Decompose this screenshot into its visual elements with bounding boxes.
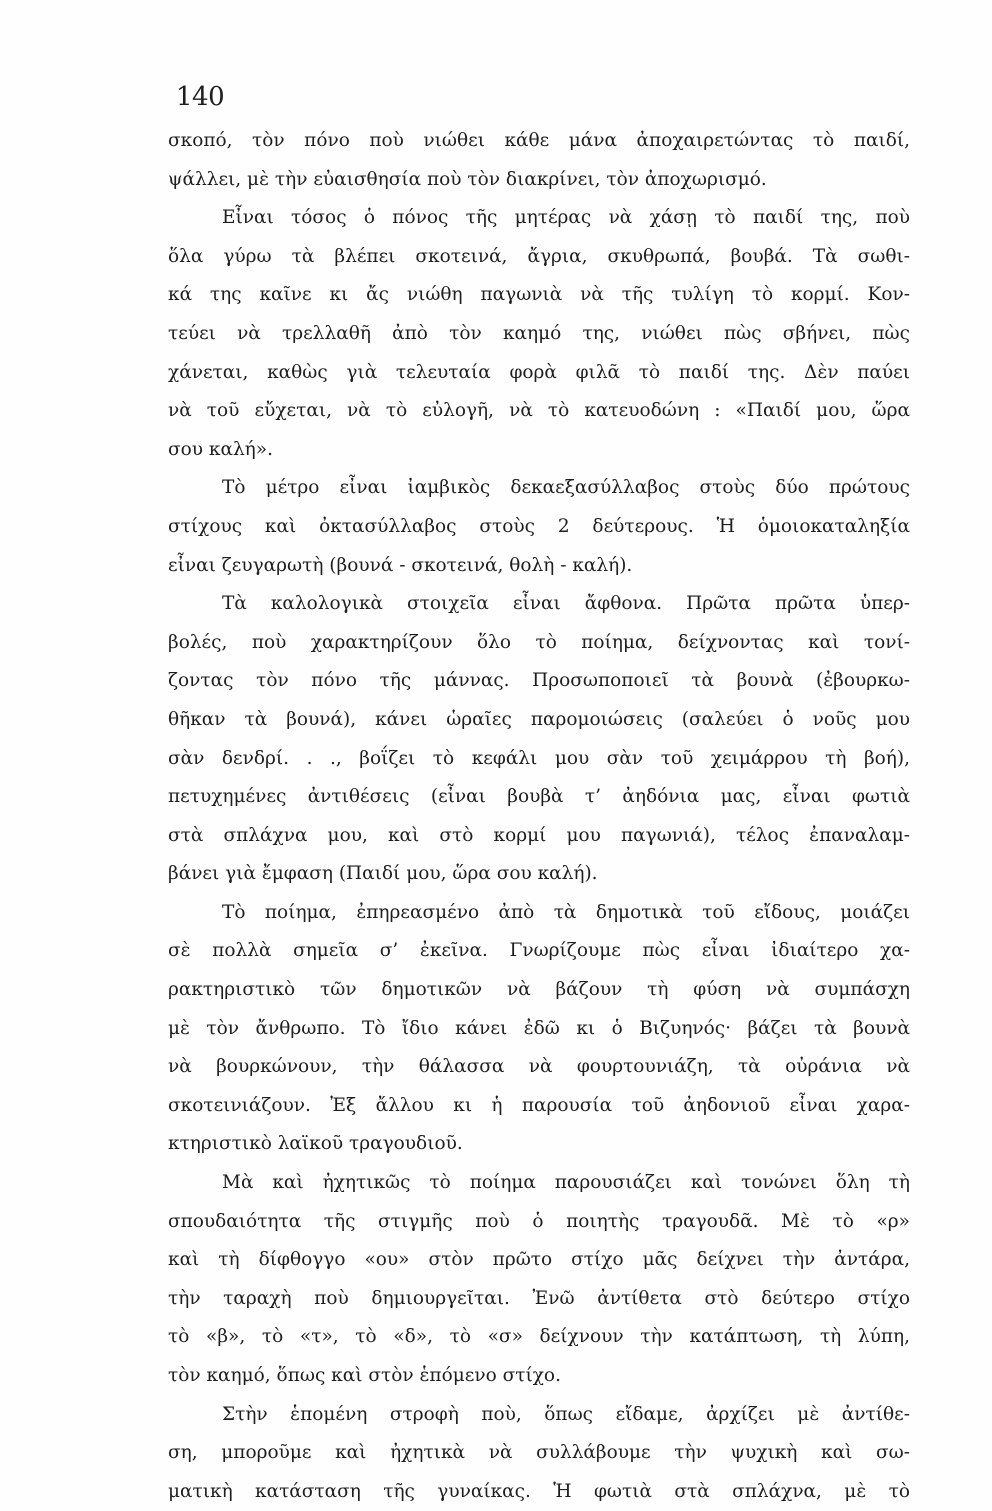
text-line: καὶ τὴ δίφθογγο «ου» στὸν πρῶτο στίχο μᾶς δείχνει τὴν ἀντάρα, [168,1249,910,1271]
text-line: Εἶναι τόσος ὁ πόνος τῆς μητέρας νὰ χάσῃ τὸ παιδί της, ποὺ [222,207,910,229]
text-line: εἶναι ζευγαρωτὴ (βουνά - σκοτεινά, θολὴ - καλή). [168,554,633,576]
text-line: ὅλα γύρω τὰ βλέπει σκοτεινά, ἄγρια, σκυθρωπά, βουβά. Τὰ σωθι- [168,245,910,267]
text-line: στὰ σπλάχνα μου, καὶ στὸ κορμί μου παγωνιά), τέλος ἐπαναλαμ- [168,824,910,846]
text-line: Μὰ καὶ ἠχητικῶς τὸ ποίημα παρουσιάζει καὶ τονώνει ὅλη τὴ [222,1172,910,1194]
text-line: ση, μποροῦμε καὶ ἠχητικὰ νὰ συλλάβουμε τὴν ψυχικὴ καὶ σω- [168,1442,910,1464]
text-line: σκοτεινιάζουν. Ἐξ ἄλλου κι ἡ παρουσία τοῦ ἀηδονιοῦ εἶναι χαρα- [168,1094,910,1116]
text-line: Τὰ καλολογικὰ στοιχεῖα εἶναι ἄφθονα. Πρῶτα πρῶτα ὑπερ- [222,593,910,615]
text-line: ματικὴ κατάσταση τῆς γυναίκας. Ἡ φωτιὰ στὰ σπλάχνα, μὲ τὸ [168,1480,910,1502]
text-line: τὸν καημό, ὅπως καὶ στὸν ἑπόμενο στίχο. [168,1365,561,1386]
text-line: κτηριστικὸ λαϊκοῦ τραγουδιοῦ. [168,1133,463,1155]
text-line: στίχους καὶ ὀκτασύλλαβος στοὺς 2 δεύτερους. Ἡ ὁμοιοκαταληξία [168,515,910,537]
text-line: κά της καῖνε κι ἄς νιώθη παγωνιὰ νὰ τῆς τυλίγη τὸ κορμί. Κον- [168,284,910,306]
text-line: νὰ τοῦ εὔχεται, νὰ τὸ εὐλογῆ, νὰ τὸ κατευοδώνη : «Παιδί μου, ὥρα [168,400,910,422]
text-line: νὰ βουρκώνουν, τὴν θάλασσα νὰ φουρτουνιάζη, τὰ οὐράνια νὰ [168,1056,910,1078]
text-line: Τὸ μέτρο εἶναι ἰαμβικὸς δεκαεξασύλλαβος στοὺς δύο πρώτους [222,477,910,499]
text-line: ψάλλει, μὲ τὴν εὐαισθησία ποὺ τὸν διακρίνει, τὸν ἀποχωρισμό. [168,168,767,190]
text-line: Στὴν ἑπομένη στροφὴ ποὺ, ὅπως εἴδαμε, ἀρχίζει μὲ ἀντίθε- [222,1403,910,1425]
text-line: τὴν ταραχὴ ποὺ δημιουργεῖται. Ἐνῶ ἀντίθετα στὸ δεύτερο στίχο [168,1287,910,1309]
text-line: σου καλή». [168,438,273,460]
text-line: τὸ «β», τὸ «τ», τὸ «δ», τὸ «σ» δείχνουν τὴν κατάπτωση, τὴ λύπη, [168,1326,910,1348]
body-text [168,122,910,1511]
text-line: ρακτηριστικὸ τῶν δημοτικῶν νὰ βάζουν τὴ φύση νὰ συμπάσχη [168,979,910,1001]
text-line: τεύει νὰ τρελλαθῆ ἀπὸ τὸν καημό της, νιώθει πὼς σβήνει, πὼς [168,322,910,344]
text-line: σκοπό, τὸν πόνο ποὺ νιώθει κάθε μάνα ἀποχαιρετώντας τὸ παιδί, [168,130,910,151]
text-line: Τὸ ποίημα, ἐπηρεασμένο ἀπὸ τὰ δημοτικὰ τοῦ εἴδους, μοιάζει [222,901,910,923]
text-line: βάνει γιὰ ἔμφαση (Παιδί μου, ὥρα σου καλή). [168,863,598,885]
text-line: βολές, ποὺ χαρακτηρίζουν ὅλο τὸ ποίημα, δείχνοντας καὶ τονί- [168,631,910,653]
text-line: πετυχημένες ἀντιθέσεις (εἶναι βουβὰ τ’ ἀηδόνια μας, εἶναι φωτιὰ [168,786,910,808]
text-line: μὲ τὸν ἄνθρωπο. Τὸ ἴδιο κάνει ἐδῶ κι ὁ Βιζυηνός· βάζει τὰ βουνὰ [168,1017,910,1039]
text-line: χάνεται, καθὼς γιὰ τελευταία φορὰ φιλᾶ τὸ παιδί της. Δὲν παύει [168,361,910,383]
text-line: σπουδαιότητα τῆς στιγμῆς ποὺ ὁ ποιητὴς τραγουδᾶ. Μὲ τὸ «ρ» [168,1210,910,1232]
text-line: θῆκαν τὰ βουνά), κάνει ὡραῖες παρομοιώσεις (σαλεύει ὁ νοῦς μου [168,708,910,730]
text-line: σὲ πολλὰ σημεῖα σ’ ἐκεῖνα. Γνωρίζουμε πὼς εἶναι ἰδιαίτερο χα- [168,940,910,962]
text-line: ζοντας τὸν πόνο τῆς μάννας. Προσωποποιεῖ τὰ βουνὰ (ἐβουρκω- [168,670,910,692]
page-number: 140 [176,82,225,112]
text-line: σὰν δενδρί. . ., βοΐζει τὸ κεφάλι μου σὰν τοῦ χειμάρρου τὴ βοή), [168,747,910,769]
